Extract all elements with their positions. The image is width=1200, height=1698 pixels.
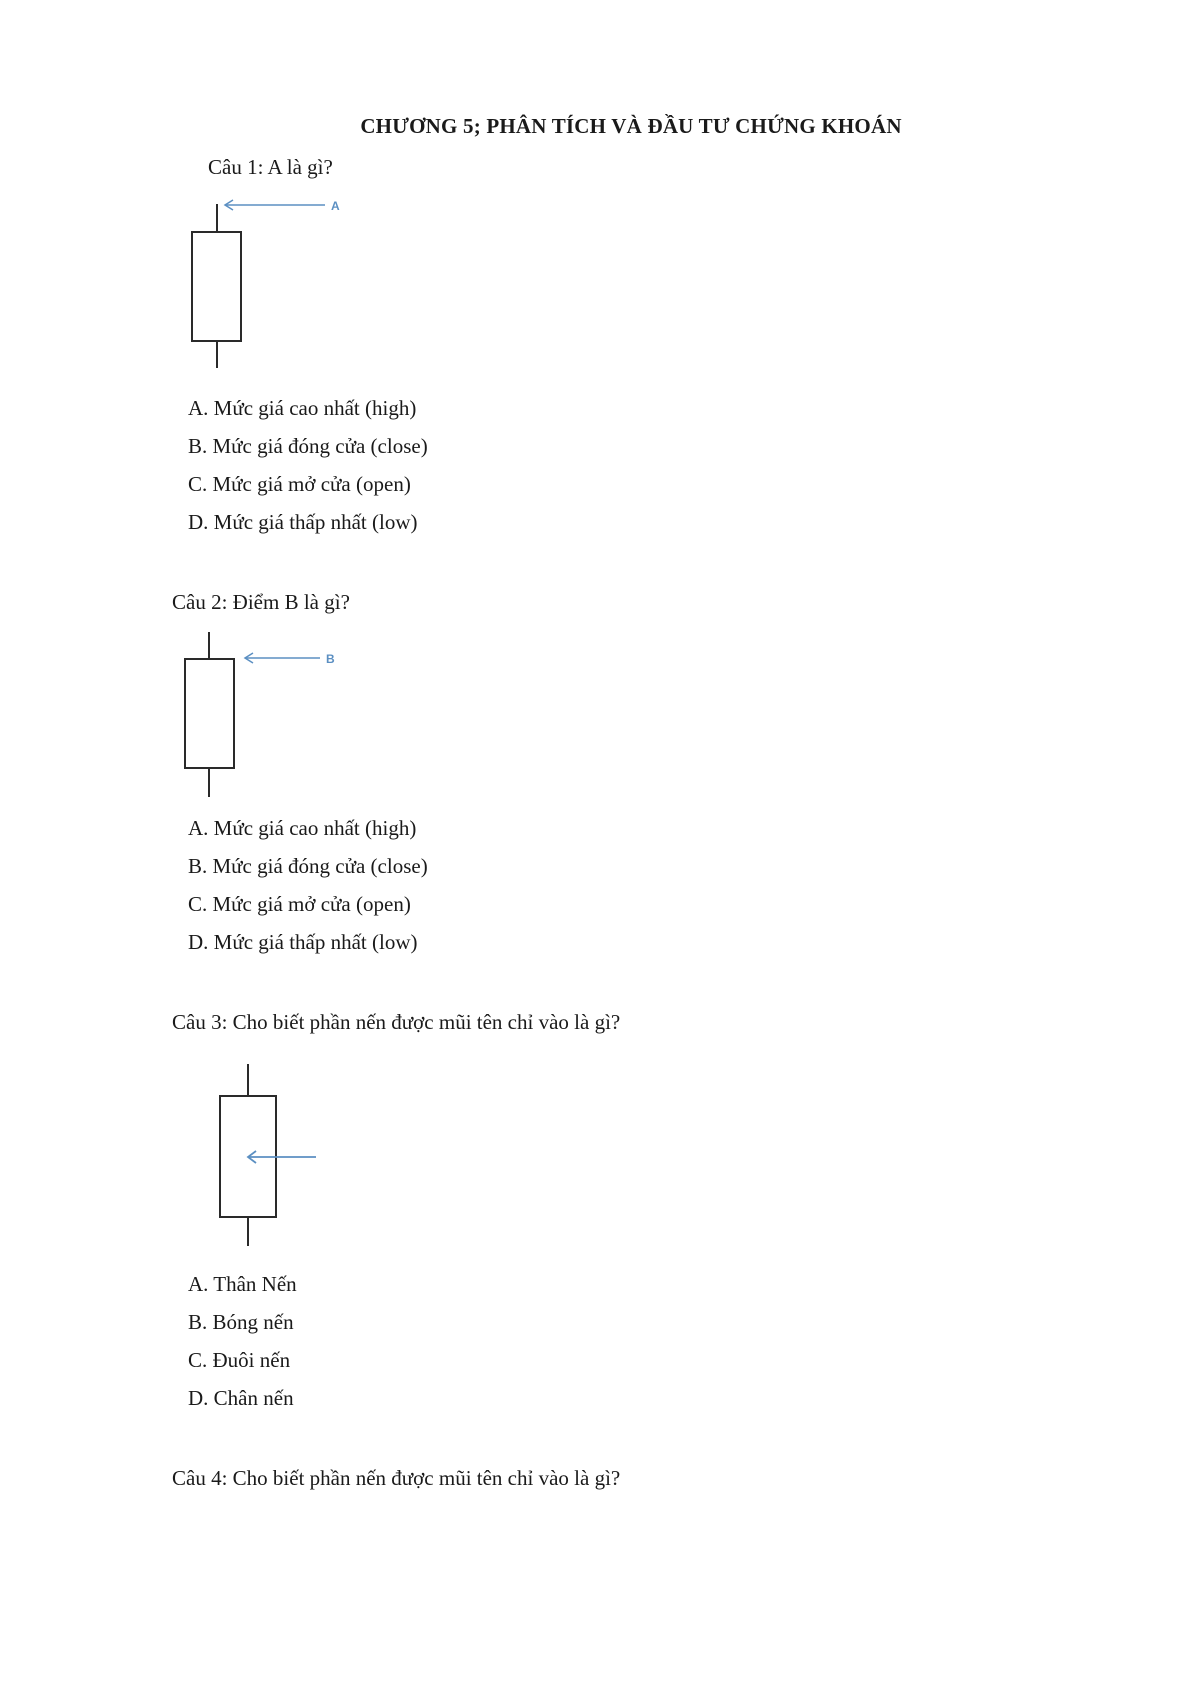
question-2-option-b[interactable]: B. Mức giá đóng cửa (close) [188, 854, 428, 878]
question-3-option-c[interactable]: C. Đuôi nến [188, 1348, 291, 1372]
question-2-figure [175, 632, 335, 812]
question-2-option-c[interactable]: C. Mức giá mở cửa (open) [188, 892, 411, 916]
question-3-prompt: Câu 3: Cho biết phần nến được mũi tên chỉ vào là gì? [172, 1010, 621, 1034]
question-1-prompt: Câu 1: A là gì? [208, 155, 333, 179]
question-1-option-d[interactable]: D. Mức giá thấp nhất (low) [188, 510, 418, 534]
question-1-option-a[interactable]: A. Mức giá cao nhất (high) [188, 396, 417, 420]
question-4-prompt: Câu 4: Cho biết phần nến được mũi tên chỉ vào là gì? [172, 1466, 621, 1490]
candle-body [192, 232, 241, 341]
question-3-option-b[interactable]: B. Bóng nến [188, 1310, 294, 1334]
question-2-option-d[interactable]: D. Mức giá thấp nhất (low) [188, 930, 418, 954]
question-3-option-a[interactable]: A. Thân Nến [188, 1272, 297, 1296]
question-3-figure [212, 1064, 332, 1254]
question-2-option-a[interactable]: A. Mức giá cao nhất (high) [188, 816, 417, 840]
candle-body [185, 659, 234, 768]
page-title: CHƯƠNG 5; PHÂN TÍCH VÀ ĐẦU TƯ CHỨNG KHOÁN [360, 114, 902, 138]
question-1-option-c[interactable]: C. Mức giá mở cửa (open) [188, 472, 411, 496]
arrow-label: A [331, 199, 340, 213]
question-1-figure [180, 190, 340, 370]
question-3-option-d[interactable]: D. Chân nến [188, 1386, 294, 1410]
question-1-option-b[interactable]: B. Mức giá đóng cửa (close) [188, 434, 428, 458]
arrow-label: B [326, 652, 335, 666]
question-2-prompt: Câu 2: Điểm B là gì? [172, 590, 350, 614]
